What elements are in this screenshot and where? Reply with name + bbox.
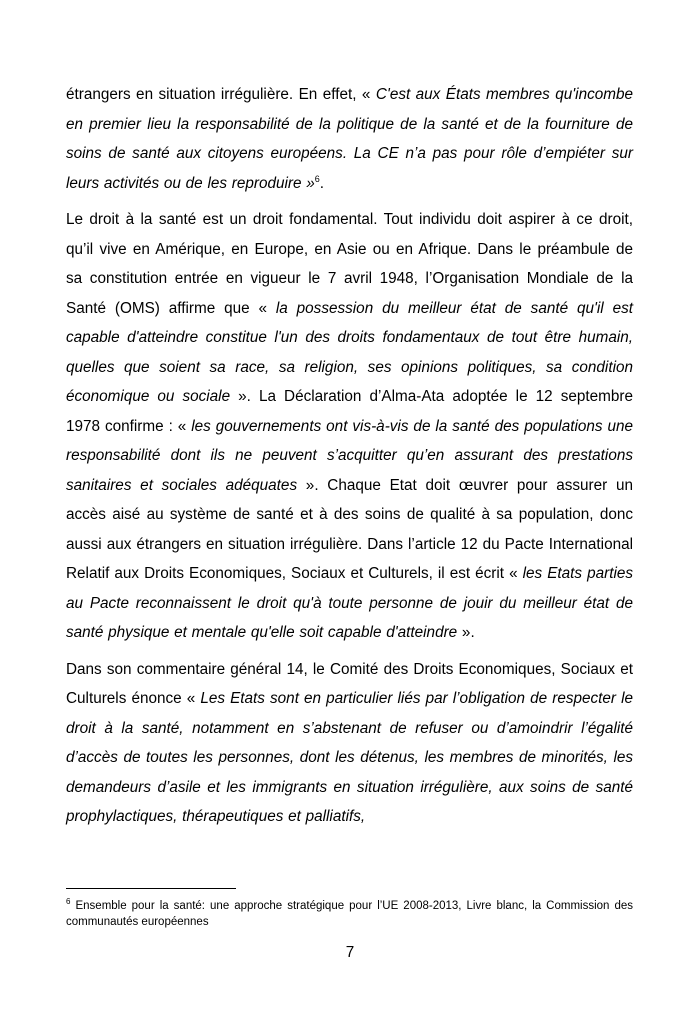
text-run: ». <box>457 624 475 641</box>
footnote-text: Ensemble pour la santé: une approche stratégique pour l’UE 2008-2013, Livre blanc, la Commission des communautés européennes <box>66 900 633 928</box>
paragraph-1 <box>66 80 633 198</box>
text-run: . <box>319 174 324 192</box>
page-number: 7 <box>345 944 355 961</box>
paragraph-3 <box>66 655 633 832</box>
text-run: ». Chaque Etat doit œuvrer pour assurer un accès aisé au système de santé et à des soins de qualité à sa population, donc aussi aux étrangers en situation irrégulière. Dans l’article 12 du Pacte International Relatif aux Droits Economiques, Sociaux et Culturels, il est écrit « <box>66 476 633 582</box>
footnote <box>66 898 633 930</box>
italic-quote: Les Etats sont en particulier liés par l’obligation de respecter le droit à la santé, notamment en s’abstenant de refuser ou d’amoindrir l’égalité d’accès de toutes les personnes, dont les détenus, les membres de minorités, les demandeurs d’asile et les immigrants en situation irrégulière, aux soins de santé prophylactiques, thérapeutiques et palliatifs, <box>66 690 634 825</box>
footnote-reference[interactable]: 6 <box>314 173 320 184</box>
italic-quote: les Etats parties au Pacte reconnaissent le droit qu'à toute personne de jouir du meilleur état de santé physique et mentale qu'elle soit capable d'atteindre <box>66 565 634 641</box>
italic-quote: la possession du meilleur état de santé qu'il est capable d'atteindre constitue l'un des droits fondamentaux de tout être humain, quelles que soient sa race, sa religion, ses opinions politiques, sa condition économique ou sociale <box>66 299 633 405</box>
text-run: étrangers en situation irrégulière. En effet, « <box>66 86 376 103</box>
italic-quote: C'est aux États membres qu'incombe en premier lieu la responsabilité de la politique de la santé et de la fourniture de soins de santé aux citoyens européens. La CE n’a pas pour rôle d’empiéter sur leurs activités ou de les reproduire » <box>66 86 633 192</box>
text-run: ». La Déclaration d’Alma-Ata adoptée le 12 septembre 1978 confirme : « <box>66 388 633 435</box>
footnote-divider <box>66 888 236 889</box>
text-run: Le droit à la santé est un droit fondamental. Tout individu doit aspirer à ce droit, qu’il vive en Amérique, en Europe, en Asie ou en Afrique. Dans le préambule de sa constitution entrée en vigueur le 7 avril 1948, l’Organisation Mondiale de la Santé (OMS) affirme que « <box>66 211 633 317</box>
italic-quote: les gouvernements ont vis-à-vis de la santé des populations une responsabilité dont ils ne peuvent s’acquitter qu’en assurant des prestations sanitaires et sociales adéquates <box>66 417 633 494</box>
footnote-marker: 6 <box>66 897 71 907</box>
text-run: Dans son commentaire général 14, le Comité des Droits Economiques, Sociaux et Culturels énonce « <box>66 660 633 707</box>
page-body <box>66 80 633 832</box>
paragraph-2 <box>66 205 633 648</box>
